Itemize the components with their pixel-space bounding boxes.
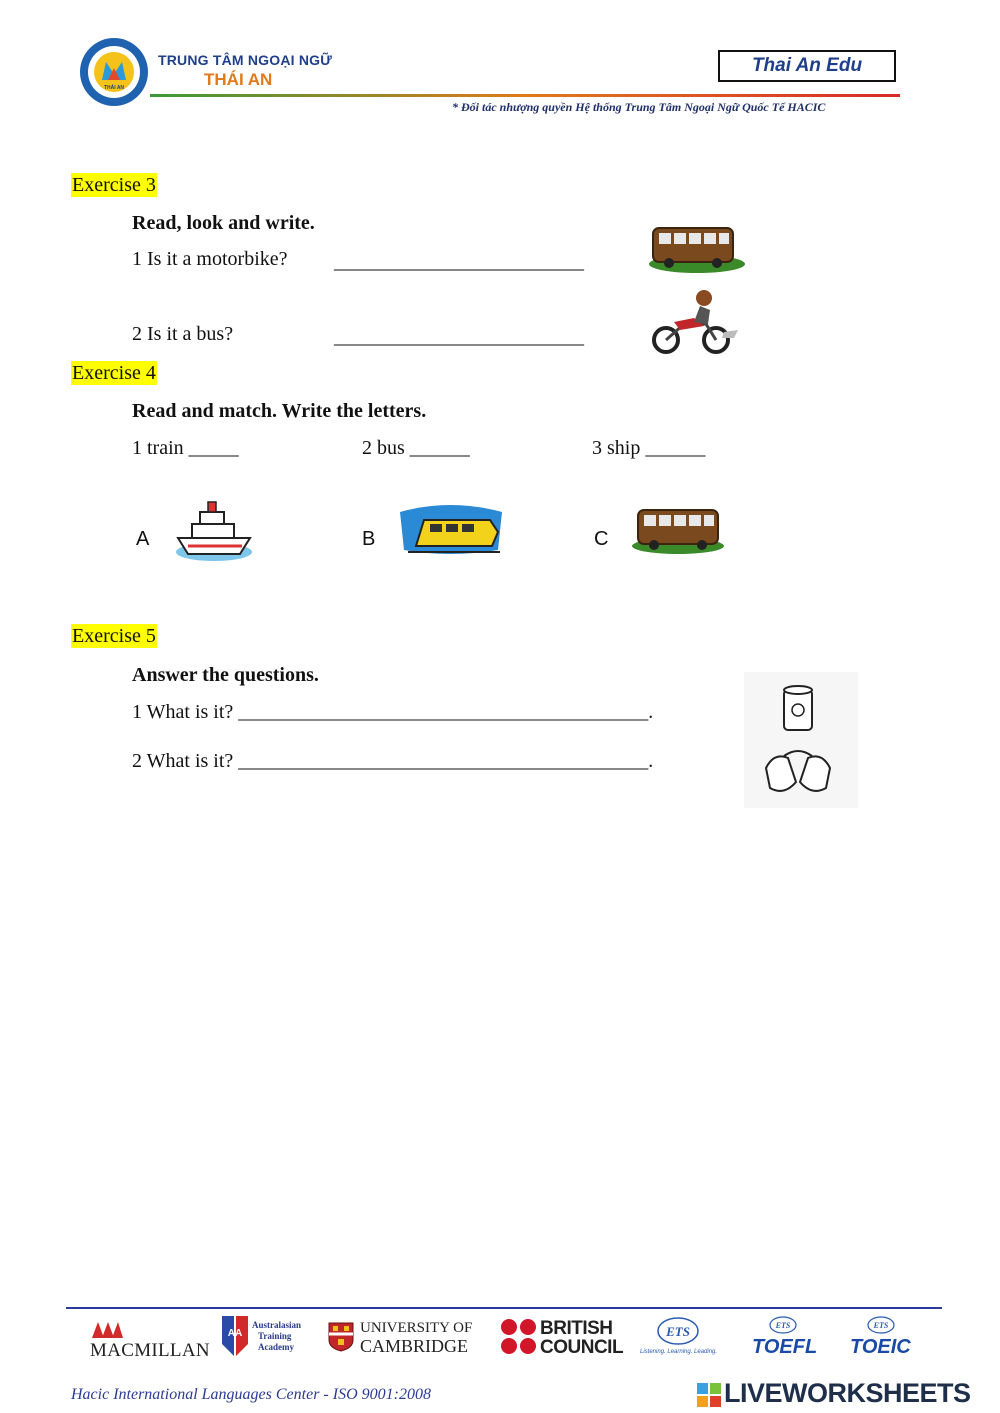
exercise5-question-2[interactable]: 2 What is it? _________________________________________. xyxy=(132,750,654,772)
bus-image xyxy=(645,222,745,274)
exercise4-item-ship[interactable]: 3 ship ______ xyxy=(592,437,706,459)
exercise3-question-2: 2 Is it a bus? xyxy=(132,323,234,345)
footer-center-text: Hacic International Languages Center - ISO 9001:2008 xyxy=(71,1386,431,1403)
center-name-line1: TRUNG TÂM NGOẠI NGỮ xyxy=(158,52,333,68)
exercise3-answer-1-blank[interactable]: _________________________ xyxy=(334,251,584,273)
cambridge-shield-icon xyxy=(328,1322,354,1352)
exercise5-instruction: Answer the questions. xyxy=(132,664,319,686)
center-name-line2: THÁI AN xyxy=(204,70,273,89)
train-image xyxy=(394,502,508,558)
exercise4-instruction: Read and match. Write the letters. xyxy=(132,400,427,422)
cambridge-text-1: UNIVERSITY OF xyxy=(360,1320,473,1336)
motorbike-image xyxy=(650,288,742,358)
header xyxy=(0,0,1000,130)
ata-text-2: Training xyxy=(258,1331,292,1341)
brand-box-text: Thai An Edu xyxy=(751,55,863,76)
line-drawing-image xyxy=(744,672,858,808)
exercise4-item-train[interactable]: 1 train _____ xyxy=(132,437,239,459)
exercise3-title: Exercise 3 xyxy=(72,174,156,196)
liveworksheets-icon xyxy=(696,1382,722,1408)
logo-text: THÁI AN xyxy=(103,85,125,91)
exercise3-answer-2-blank[interactable]: _________________________ xyxy=(334,326,584,348)
toefl-ets-mark: ETS xyxy=(775,1321,791,1330)
exercise3-instruction: Read, look and write. xyxy=(132,212,315,234)
cambridge-text-2: CAMBRIDGE xyxy=(360,1336,469,1356)
exercise5-question-1[interactable]: 1 What is it? _________________________________________. xyxy=(132,701,654,723)
partner-logos xyxy=(0,1312,1000,1372)
ata-logo-icon xyxy=(220,1314,250,1358)
ata-text-1: Australasian xyxy=(252,1320,302,1330)
footer-rule xyxy=(66,1307,942,1309)
toefl-text: TOEFL xyxy=(752,1336,818,1358)
exercise5-title: Exercise 5 xyxy=(72,625,156,647)
bus-image-c xyxy=(630,502,726,556)
thai-an-logo xyxy=(76,36,152,108)
toefl-ets-icon xyxy=(768,1316,798,1334)
exercise3-question-1: 1 Is it a motorbike? xyxy=(132,248,288,270)
header-rule xyxy=(150,94,900,97)
label-b: B xyxy=(362,528,376,550)
macmillan-logo-icon xyxy=(90,1318,124,1340)
brand-box xyxy=(718,50,896,82)
exercise4-item-bus[interactable]: 2 bus ______ xyxy=(362,437,470,459)
toeic-ets-icon xyxy=(866,1316,896,1334)
header-tagline: * Đối tác nhượng quyền Hệ thống Trung Tâm Ngoại Ngữ Quốc Tế HACIC xyxy=(452,100,826,114)
exercise4-picture-strip xyxy=(100,488,772,584)
liveworksheets-watermark xyxy=(696,1378,996,1410)
ets-tagline: Listening. Learning. Leading. xyxy=(640,1349,718,1355)
ets-mark-text: ETS xyxy=(666,1324,690,1339)
ata-text-3: Academy xyxy=(258,1342,294,1352)
british-council-text-2: COUNCIL xyxy=(540,1337,624,1358)
macmillan-text: MACMILLAN xyxy=(90,1340,210,1361)
british-council-dots-icon xyxy=(500,1318,538,1356)
ship-image xyxy=(174,498,254,564)
liveworksheets-text: LIVEWORKSHEETS xyxy=(724,1378,971,1408)
toeic-ets-mark: ETS xyxy=(873,1321,889,1330)
label-a: A xyxy=(136,528,150,550)
british-council-text-1: BRITISH xyxy=(540,1318,613,1339)
ata-mark-text: AA xyxy=(227,1328,243,1339)
label-c: C xyxy=(594,528,609,550)
toeic-text: TOEIC xyxy=(850,1336,911,1358)
ets-logo-icon xyxy=(656,1316,700,1346)
exercise4-title: Exercise 4 xyxy=(72,362,156,384)
